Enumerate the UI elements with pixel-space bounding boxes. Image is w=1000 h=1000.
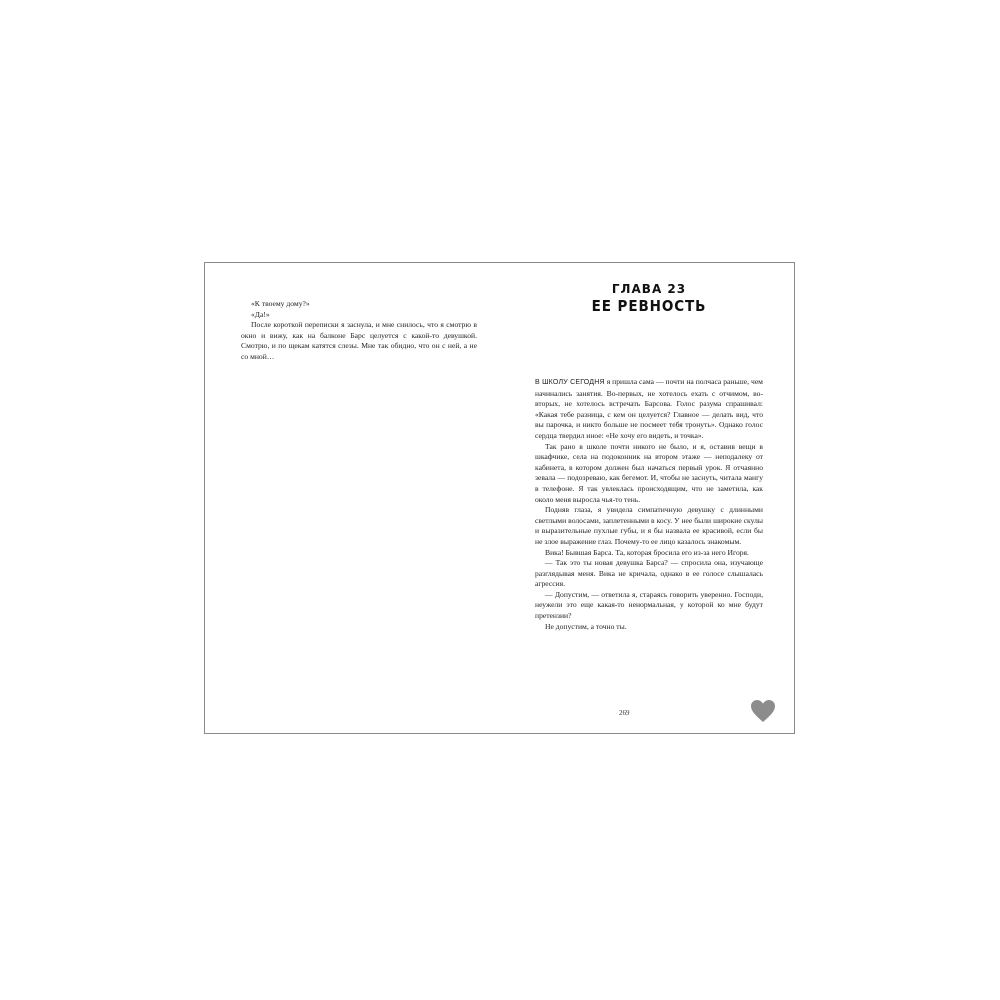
- chapter-number: ГЛАВА 23: [611, 282, 687, 296]
- left-paragraph-2: «Да!»: [251, 309, 270, 319]
- heart-icon: [750, 699, 776, 723]
- chapter-title: ЕЕ РЕВНОСТЬ: [591, 297, 707, 315]
- chapter-header: [535, 281, 763, 316]
- left-paragraph-1: «К твоему дому?»: [251, 299, 310, 308]
- page-number: 269: [619, 709, 630, 717]
- right-paragraph-1: Так рано в школе почти никого не было, и я, оставив вещи в шкафчике, села на подоконник на втором этаже — неподалеку от кабинета, в котором должен был начаться первый урок. Я отчаянно зевала — подозреваю, как бегемот. И, чтобы не заснуть, читала мангу в телефоне. Я так увлеклась происходящим, что не заметила, как около меня выросла чья-то тень.: [535, 441, 763, 504]
- chapter-body: [535, 377, 763, 632]
- right-paragraph-5: — Допустим, — ответила я, стараясь говорить уверенно. Господи, неужели это еще какая-то ненормальная, у которой ко мне будут претензии?: [535, 589, 763, 621]
- left-paragraph-3: После короткой переписки я заснула, и мне снилось, что я смотрю в окно и вижу, как на балконе Барс целуется с какой-то девушкой. Смотрю, и по щекам катятся слезы. Мне так обидно, что он с ней, а не со мной…: [241, 320, 477, 361]
- right-paragraph-6: Не допустим, а точно ты.: [545, 621, 627, 631]
- chapter-first-paragraph-text: я пришла сама — почти на полчаса раньше, чем начинались занятия. Во-первых, не хотелось ехать с отчимом, во-вторых, не хотелось встречать Барсова. Голос разума спрашивал: «Какая тебе разница, с кем он целуется? Главное — делать вид, что вы парочка, и никто больше не посмеет тебя тронуть». Однако голос сердца твердил иное: «Не хочу его видеть, и точка».: [535, 377, 763, 440]
- chapter-lead-words: В ШКОЛУ СЕГОДНЯ: [535, 379, 605, 386]
- right-paragraph-4: — Так это ты новая девушка Барса? — спросила она, изучающе разглядывая меня. Вика не кричала, однако в ее голосе слышалась агрессия.: [535, 558, 763, 589]
- book-spread: [204, 262, 795, 734]
- right-paragraph-3: Вика! Бывшая Барса. Та, которая бросила его из-за него Игоря.: [545, 547, 749, 557]
- chapter-first-paragraph: [535, 377, 763, 442]
- left-page: [241, 299, 477, 363]
- right-page: [535, 281, 763, 632]
- right-paragraph-2: Подняв глаза, я увидела симпатичную девушку с длинными светлыми волосами, заплетенными в косу. У нее были широкие скулы и выразительные пухлые губы, и я бы назвала ее красивой, если бы не злое выражение глаз. Почему-то ее лицо казалось знакомым.: [535, 505, 763, 546]
- heart-shape: [751, 700, 775, 722]
